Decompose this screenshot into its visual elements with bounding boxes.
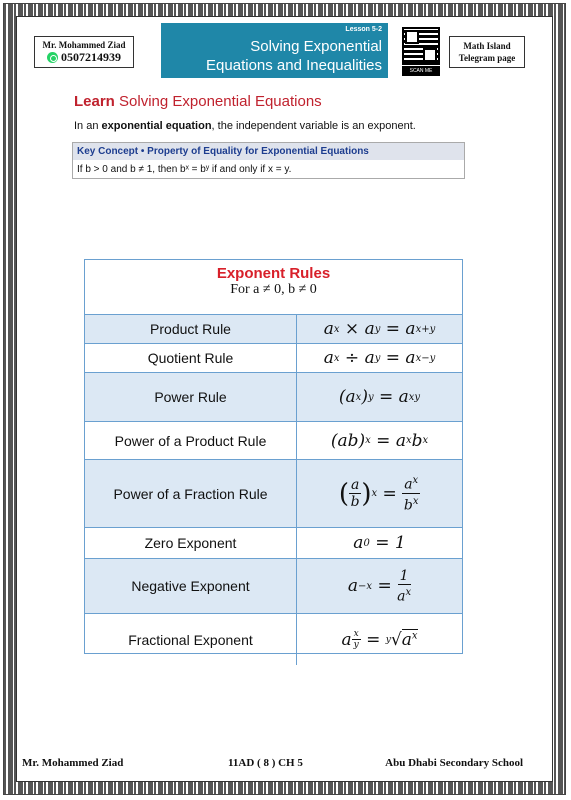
intro-after: , the independent variable is an exponent. bbox=[211, 120, 416, 132]
telegram-line1: Math Island bbox=[463, 41, 511, 51]
lesson-tag: Lesson 5-2 bbox=[345, 26, 382, 33]
rule-name: Quotient Rule bbox=[85, 344, 297, 372]
table-row bbox=[85, 344, 462, 373]
key-concept-box bbox=[72, 142, 465, 179]
lesson-title bbox=[206, 37, 382, 75]
rule-name: Negative Exponent bbox=[85, 559, 297, 613]
rule-name: Power of a Product Rule bbox=[85, 422, 297, 459]
footer-school: Abu Dhabi Secondary School bbox=[385, 757, 523, 769]
telegram-line2: Telegram page bbox=[458, 53, 516, 63]
rule-formula-negative-exponent: a −x = $\frac{1}{a^x}$ bbox=[347, 567, 412, 605]
rule-formula-product: a x × a y = a x+y bbox=[323, 319, 436, 339]
qr-code-icon bbox=[402, 27, 440, 65]
teacher-phone bbox=[35, 50, 133, 65]
whatsapp-icon bbox=[47, 52, 58, 63]
lesson-title-line1: Solving Exponential bbox=[250, 38, 382, 55]
intro-bold: exponential equation bbox=[101, 120, 212, 132]
table-row bbox=[85, 460, 462, 528]
rule-formula-power-of-product: (ab) x = a x b x bbox=[330, 430, 429, 451]
teacher-info-box bbox=[34, 36, 134, 68]
telegram-info-box bbox=[449, 36, 525, 68]
rule-formula-power-of-fraction: ( $\frac{a}{b}$ ) x = $\frac{a^x}{b^x}$ bbox=[338, 475, 419, 514]
table-row bbox=[85, 373, 462, 422]
rule-name: Zero Exponent bbox=[85, 528, 297, 558]
key-concept-text: If b > 0 and b ≠ 1, then bˣ = bʸ if and only if x = y. bbox=[77, 164, 292, 175]
footer-teacher: Mr. Mohammed Ziad bbox=[22, 757, 124, 769]
table-row bbox=[85, 528, 462, 559]
key-concept-heading: Key Concept • Property of Equality for Exponential Equations bbox=[73, 143, 464, 160]
lesson-title-line2: Equations and Inequalities bbox=[206, 57, 382, 74]
footer-course: 11AD ( 8 ) CH 5 bbox=[228, 757, 303, 769]
exponent-rules-table bbox=[84, 259, 463, 654]
rule-formula-zero-exponent: a 0 = 1 bbox=[353, 533, 406, 553]
intro-text bbox=[74, 120, 416, 132]
table-row bbox=[85, 614, 462, 665]
rules-table-header bbox=[85, 265, 462, 315]
lesson-banner bbox=[161, 23, 388, 78]
rule-formula-power: (a x ) y = a xy bbox=[338, 387, 421, 407]
rule-formula-fractional-exponent: a $\frac{x}{y}$ = y √ $a^x$ bbox=[341, 629, 418, 650]
qr-scan-label: SCAN ME bbox=[402, 66, 440, 76]
table-row bbox=[85, 559, 462, 614]
rule-formula-quotient: a x ÷ a y = a x−y bbox=[323, 348, 436, 368]
rules-table-subtitle: For a ≠ 0, b ≠ 0 bbox=[230, 282, 317, 297]
rule-name: Fractional Exponent bbox=[85, 614, 297, 665]
learn-title: Solving Exponential Equations bbox=[119, 93, 322, 110]
rules-table-title: Exponent Rules bbox=[216, 265, 331, 282]
learn-heading bbox=[74, 93, 322, 110]
rule-name: Product Rule bbox=[85, 315, 297, 343]
page-footer bbox=[16, 757, 553, 771]
intro-before: In an bbox=[74, 120, 102, 132]
learn-word: Learn bbox=[74, 93, 115, 110]
rule-name: Power of a Fraction Rule bbox=[85, 460, 297, 527]
rule-name: Power Rule bbox=[85, 373, 297, 421]
table-row bbox=[85, 422, 462, 460]
teacher-phone-number: 0507214939 bbox=[61, 50, 121, 64]
table-row bbox=[85, 315, 462, 344]
teacher-name: Mr. Mohammed Ziad bbox=[42, 40, 126, 50]
